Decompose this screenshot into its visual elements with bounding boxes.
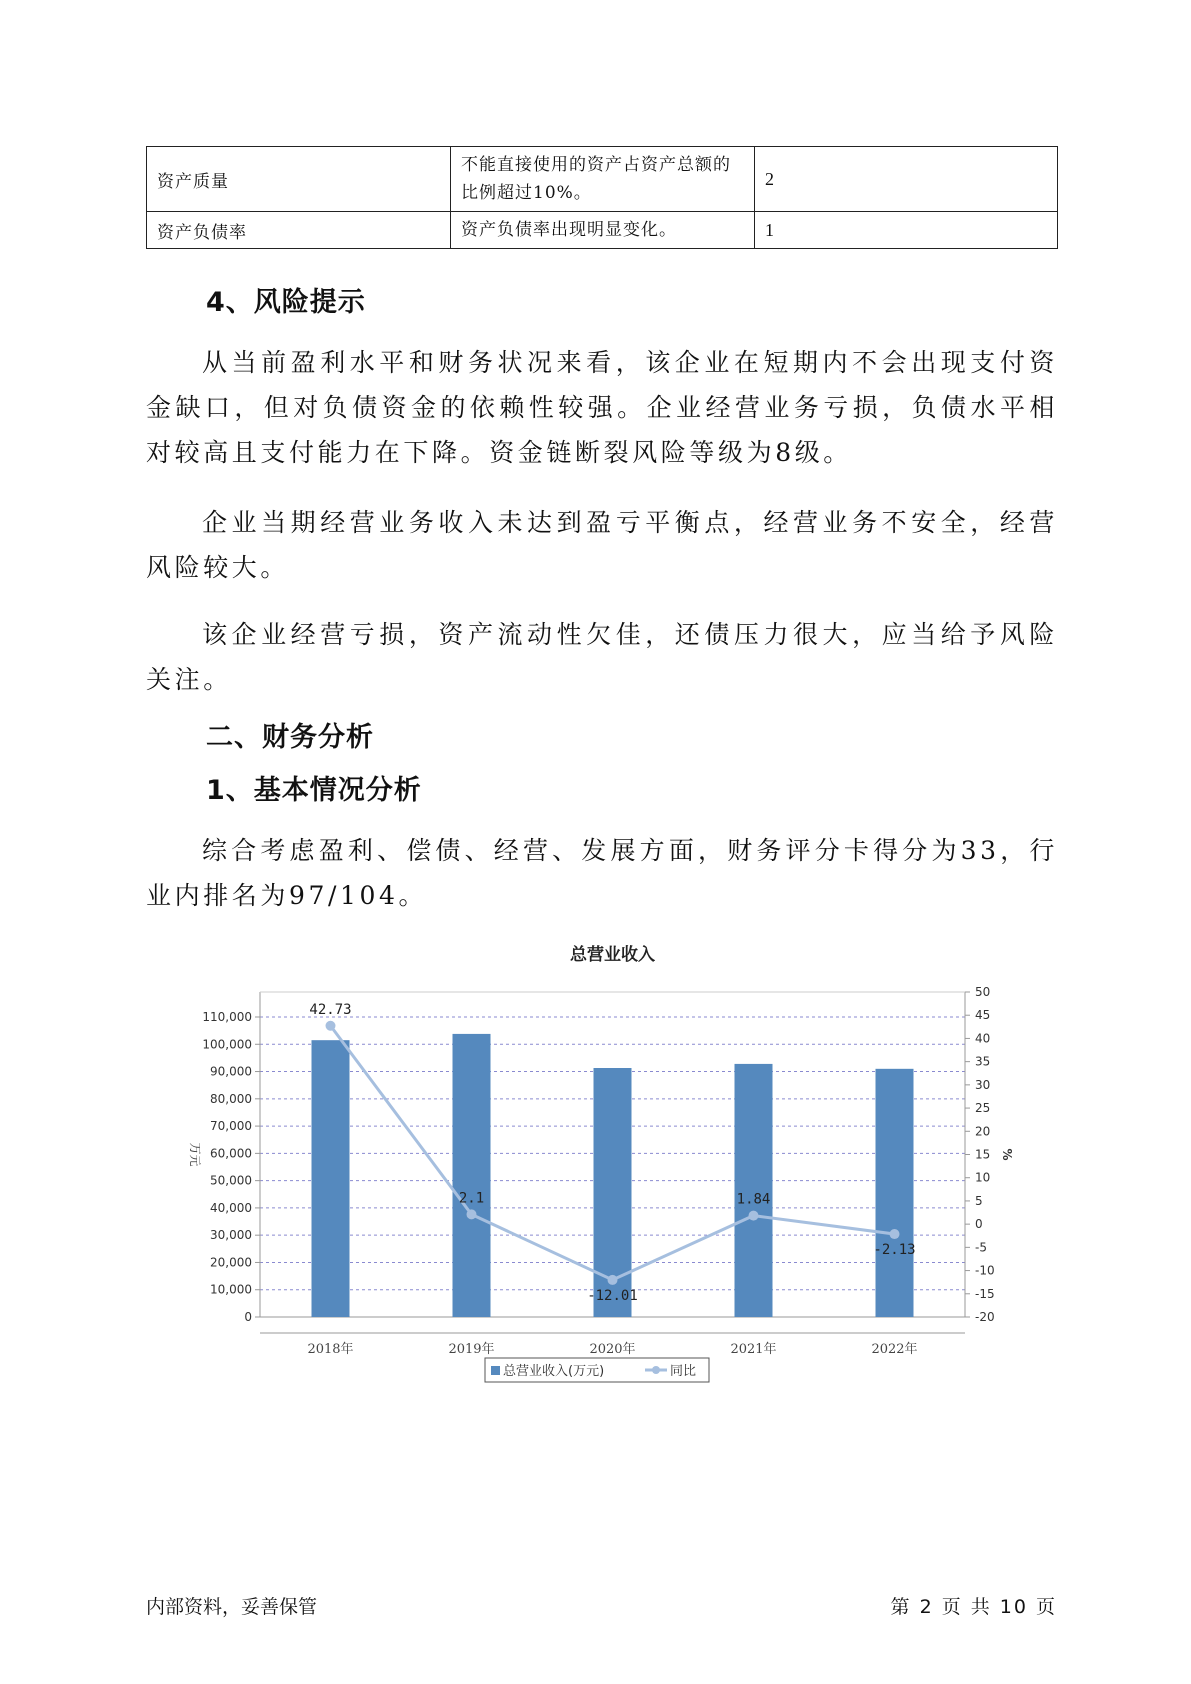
- y-tick-label: 90,000: [210, 1064, 252, 1079]
- y-tick-label: 50,000: [210, 1173, 252, 1188]
- table-cell-score: 2: [755, 147, 1058, 212]
- y-tick-label: 80,000: [210, 1091, 252, 1106]
- x-tick-label: 2022年: [871, 1342, 918, 1357]
- legend-swatch-bar: [491, 1366, 500, 1375]
- bar: [735, 1064, 773, 1317]
- y-tick-label: 70,000: [210, 1119, 252, 1134]
- risk-heading: 4、风险提示: [206, 287, 366, 318]
- data-label: 2.1: [458, 1190, 485, 1207]
- y2-tick-label: 25: [975, 1101, 991, 1116]
- y-axis-label: 万元: [188, 1142, 202, 1167]
- yoy-point: [749, 1211, 759, 1221]
- y2-tick-label: 30: [975, 1077, 991, 1092]
- y-tick-label: 20,000: [210, 1255, 252, 1270]
- y-tick-label: 10,000: [210, 1282, 252, 1297]
- bar: [453, 1034, 491, 1317]
- yoy-point: [467, 1209, 477, 1219]
- y2-tick-label: -5: [975, 1240, 987, 1255]
- yoy-point: [890, 1229, 900, 1239]
- yoy-point: [608, 1275, 618, 1285]
- table-cell-score: 1: [755, 212, 1058, 249]
- x-tick-label: 2020年: [589, 1342, 636, 1357]
- data-label: 1.84: [736, 1191, 771, 1208]
- y2-tick-label: 10: [975, 1170, 991, 1185]
- y2-axis-label: %: [1000, 1148, 1014, 1161]
- y2-tick-label: 45: [975, 1008, 991, 1023]
- data-label: 42.73: [309, 1001, 352, 1018]
- x-tick-label: 2021年: [730, 1342, 777, 1357]
- y-tick-label: 40,000: [210, 1200, 252, 1215]
- y2-tick-label: 40: [975, 1031, 991, 1046]
- y2-tick-label: 50: [975, 985, 991, 999]
- chart-title: 总营业收入: [570, 945, 655, 965]
- indicator-table: [146, 146, 1058, 249]
- table-cell-item: 资产负债率: [147, 212, 451, 249]
- legend-label-yoy: 同比: [670, 1364, 697, 1379]
- data-label: -12.01: [587, 1287, 638, 1304]
- bar: [312, 1040, 350, 1317]
- legend-label-revenue: 总营业收入(万元): [503, 1364, 605, 1379]
- y2-tick-label: 35: [975, 1054, 991, 1069]
- legend-swatch-point: [652, 1366, 660, 1374]
- table-row: [147, 147, 1058, 212]
- y2-tick-label: 15: [975, 1147, 991, 1162]
- risk-paragraph-3: 该企业经营亏损，资产流动性欠佳，还债压力很大，应当给予风险关注。: [146, 620, 1058, 694]
- finance-heading: 二、财务分析: [206, 722, 374, 753]
- table-row: [147, 212, 1058, 249]
- basic-paragraph-1: 综合考虑盈利、偿债、经营、发展方面，财务评分卡得分为33，行业内排名为97/104。: [146, 836, 1058, 910]
- y-tick-label: 0: [244, 1310, 252, 1324]
- revenue-chart: [175, 940, 1015, 1410]
- table-cell-item: 资产质量: [147, 147, 451, 212]
- x-tick-label: 2018年: [307, 1342, 354, 1357]
- basic-heading: 1、基本情况分析: [206, 775, 422, 806]
- y2-tick-label: 20: [975, 1124, 991, 1139]
- x-tick-label: 2019年: [448, 1342, 495, 1357]
- table-cell-criteria: 不能直接使用的资产占资产总额的比例超过10%。: [451, 147, 755, 212]
- y-tick-label: 110,000: [202, 1010, 252, 1024]
- yoy-point: [326, 1021, 336, 1031]
- data-label: -2.13: [873, 1242, 916, 1259]
- bar: [876, 1069, 914, 1317]
- y-tick-label: 30,000: [210, 1228, 252, 1243]
- y2-tick-label: 5: [975, 1193, 983, 1208]
- footer-confidential: 内部资料，妥善保管: [146, 1596, 318, 1618]
- y2-tick-label: -10: [975, 1263, 995, 1278]
- risk-paragraph-1: 从当前盈利水平和财务状况来看，该企业在短期内不会出现支付资金缺口，但对负债资金的依赖性较强。企业经营业务亏损，负债水平相对较高且支付能力在下降。资金链断裂风险等级为8级。: [146, 348, 1058, 467]
- y2-tick-label: -20: [975, 1310, 995, 1324]
- table-cell-criteria: 资产负债率出现明显变化。: [451, 212, 755, 249]
- y-tick-label: 100,000: [202, 1037, 252, 1052]
- risk-paragraph-2: 企业当期经营业务收入未达到盈亏平衡点，经营业务不安全，经营风险较大。: [146, 508, 1058, 582]
- footer-page-number: 第 2 页 共 10 页: [890, 1596, 1057, 1618]
- y2-tick-label: -15: [975, 1286, 995, 1301]
- y-tick-label: 60,000: [210, 1146, 252, 1161]
- y2-tick-label: 0: [975, 1217, 983, 1232]
